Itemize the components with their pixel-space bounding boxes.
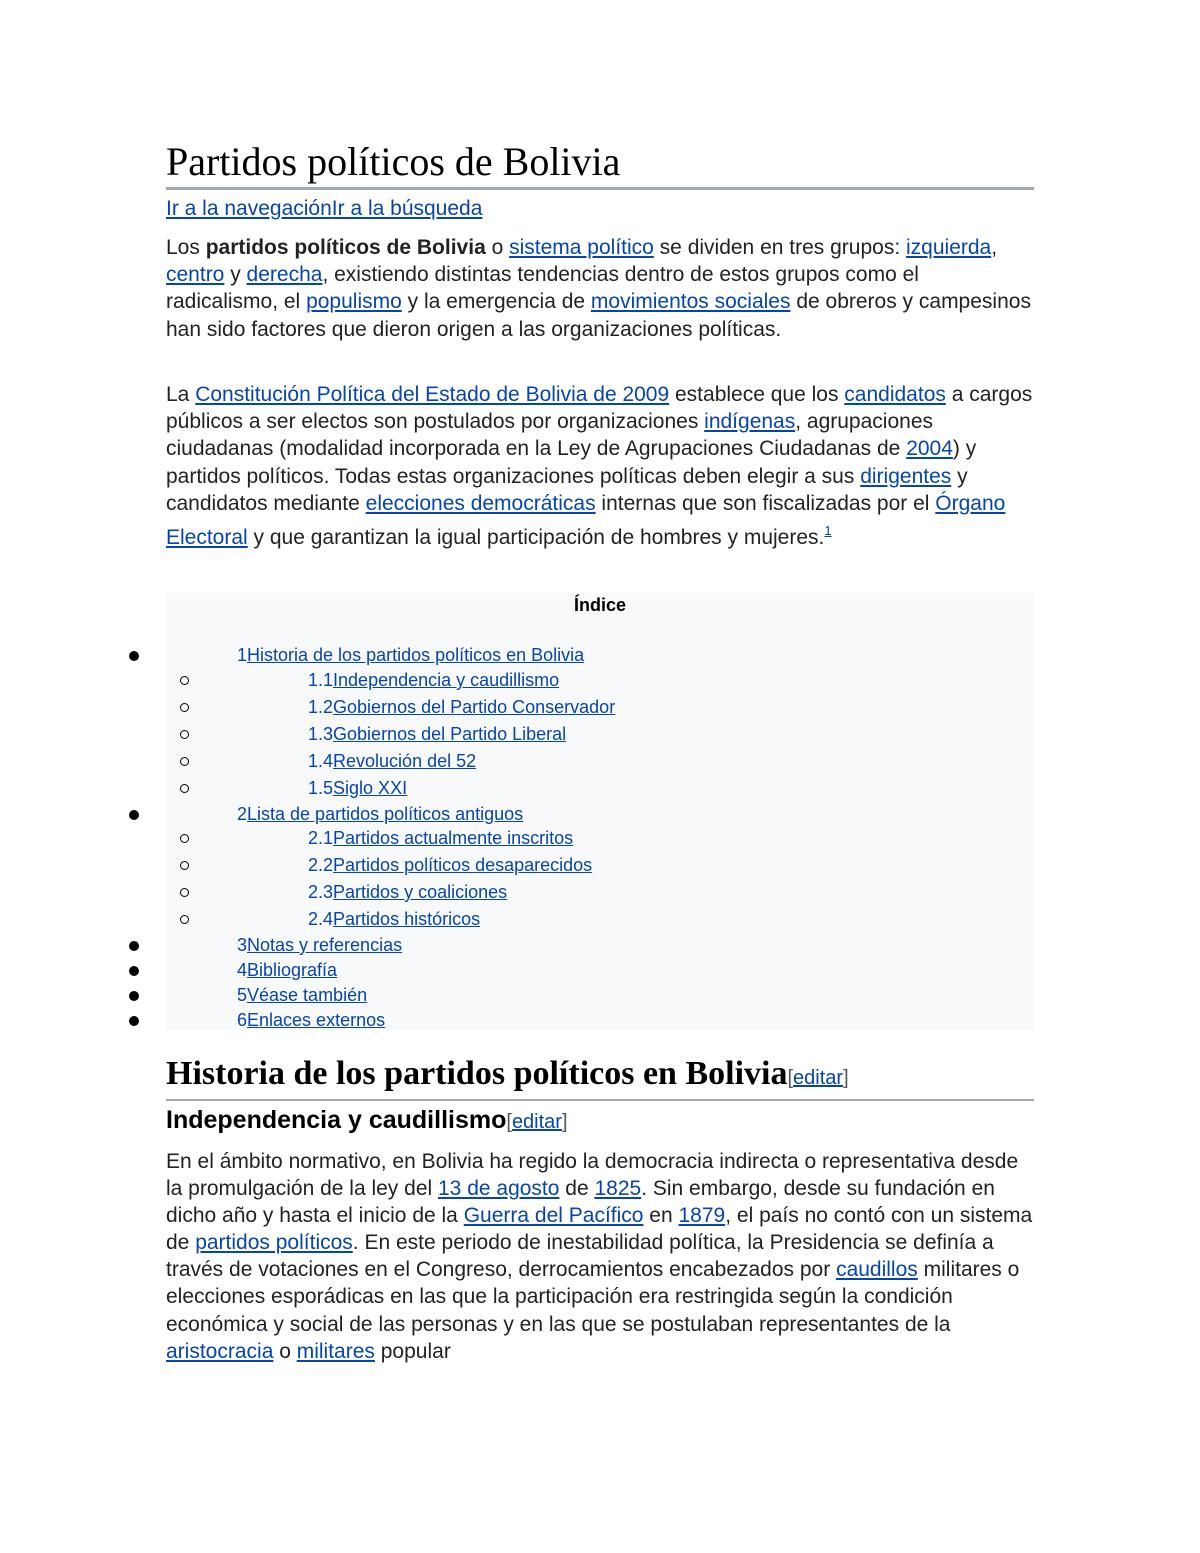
link-constitucion[interactable]: Constitución Política del Estado de Bolivia de 2009 xyxy=(195,383,670,406)
toc-label: Historia de los partidos políticos en Bolivia xyxy=(247,645,585,665)
text: En el ámbito normativo, en Bolivia ha regido la democracia indirecta o representativa desde la promulgación de la ley del xyxy=(166,1150,1019,1201)
jump-to-navigation-link[interactable]: Ir a la navegación xyxy=(166,197,332,220)
link-elecciones-democraticas[interactable]: elecciones democráticas xyxy=(365,491,596,515)
toc-label: Bibliografía xyxy=(247,960,338,980)
link-2004[interactable]: 2004 xyxy=(906,437,953,461)
history-paragraph xyxy=(166,1148,1034,1365)
toc-label: Independencia y caudillismo xyxy=(333,670,560,690)
bold-term: partidos políticos de Bolivia xyxy=(205,236,486,259)
toc-link[interactable] xyxy=(237,984,367,1006)
subsection-heading xyxy=(166,1103,568,1139)
subsection-heading-text: Independencia y caudillismo xyxy=(166,1106,507,1134)
text: o xyxy=(273,1339,297,1363)
toc-label: Véase también xyxy=(247,985,368,1005)
bullet-icon xyxy=(129,991,139,1001)
text: , xyxy=(991,236,998,259)
page-title: Partidos políticos de Bolivia xyxy=(166,138,1034,190)
text: internas que son fiscalizadas por el xyxy=(595,491,936,515)
toc-number: 1.4 xyxy=(308,751,334,771)
edit-section-link[interactable]: editar xyxy=(793,1067,844,1089)
hollow-bullet-icon xyxy=(180,730,189,739)
toc-link[interactable] xyxy=(308,827,573,849)
toc-number: 1.1 xyxy=(308,670,334,690)
hollow-bullet-icon xyxy=(180,757,189,766)
link-movimientos-sociales[interactable]: movimientos sociales xyxy=(590,290,791,314)
bullet-icon xyxy=(129,1016,139,1026)
reference-link[interactable]: 1 xyxy=(824,523,832,539)
toc-link[interactable] xyxy=(308,696,615,718)
text: y la emergencia de xyxy=(401,290,591,314)
text: de obreros y campesinos han sido factores que dieron origen a las organizaciones políticas. xyxy=(166,290,1031,341)
toc-number: 4 xyxy=(237,960,248,980)
toc-label: Partidos y coaliciones xyxy=(333,882,508,902)
text: popular xyxy=(374,1339,451,1363)
toc-number: 3 xyxy=(237,935,248,955)
jump-links xyxy=(166,195,482,223)
toc-link[interactable] xyxy=(237,803,523,825)
toc-number: 2.4 xyxy=(308,909,334,929)
text: de xyxy=(559,1177,595,1201)
toc-number: 5 xyxy=(237,985,248,1005)
section-heading-text: Historia de los partidos políticos en Bolivia xyxy=(166,1055,788,1092)
toc-label: Partidos actualmente inscritos xyxy=(333,828,574,848)
link-organo-electoral[interactable]: Órgano Electoral xyxy=(166,491,1006,550)
link-centro[interactable]: centro xyxy=(166,263,225,287)
toc-number: 1.5 xyxy=(308,778,334,798)
bullet-icon xyxy=(129,941,139,951)
link-militares[interactable]: militares xyxy=(296,1339,375,1363)
link-sistema-politico[interactable]: sistema político xyxy=(509,236,654,259)
edit-section-link-wrapper xyxy=(787,1067,848,1089)
text: . En este periodo de inestabilidad política, la Presidencia se definía a través de votaciones en el Congreso, derrocamientos encabezados por xyxy=(166,1231,994,1282)
link-partidos-politicos[interactable]: partidos políticos xyxy=(195,1231,353,1255)
toc-number: 1.3 xyxy=(308,724,334,744)
hollow-bullet-icon xyxy=(180,784,189,793)
link-populismo[interactable]: populismo xyxy=(306,290,402,314)
hollow-bullet-icon xyxy=(180,676,189,685)
link-1825[interactable]: 1825 xyxy=(594,1177,642,1201)
toc-label: Gobiernos del Partido Conservador xyxy=(333,697,616,717)
toc-number: 2.1 xyxy=(308,828,334,848)
link-aristocracia[interactable]: aristocracia xyxy=(166,1339,274,1363)
toc-number: 2 xyxy=(237,804,248,824)
edit-subsection-link-wrapper xyxy=(506,1111,567,1133)
link-candidatos[interactable]: candidatos xyxy=(844,383,946,406)
bracket: [ xyxy=(787,1067,794,1089)
hollow-bullet-icon xyxy=(180,861,189,870)
link-1879[interactable]: 1879 xyxy=(678,1204,726,1228)
toc-link[interactable] xyxy=(308,854,592,876)
toc-label: Notas y referencias xyxy=(247,935,403,955)
toc-link[interactable] xyxy=(237,1009,385,1031)
section-heading xyxy=(166,1053,1034,1101)
toc-link[interactable] xyxy=(308,723,566,745)
text: Los xyxy=(166,236,206,259)
text: o xyxy=(485,236,510,259)
toc-link[interactable] xyxy=(308,777,407,799)
bullet-icon xyxy=(129,810,139,820)
jump-to-search-link[interactable]: Ir a la búsqueda xyxy=(331,197,483,220)
text: , existiendo distintas tendencias dentro de estos grupos como el radicalismo, el xyxy=(166,263,919,314)
text: La xyxy=(166,383,196,406)
hollow-bullet-icon xyxy=(180,703,189,712)
toc-link[interactable] xyxy=(308,908,480,930)
toc-link[interactable] xyxy=(237,959,337,981)
constitution-paragraph xyxy=(166,381,1034,551)
bracket: [ xyxy=(506,1111,512,1133)
link-derecha[interactable]: derecha xyxy=(246,263,323,287)
toc-number: 2.3 xyxy=(308,882,334,902)
toc-link[interactable] xyxy=(308,750,476,772)
toc-label: Siglo XXI xyxy=(333,778,408,798)
toc-number: 2.2 xyxy=(308,855,334,875)
toc-title: Índice xyxy=(573,595,626,615)
intro-paragraph xyxy=(166,234,1034,343)
link-izquierda[interactable]: izquierda xyxy=(906,236,992,259)
text: establece que los xyxy=(669,383,845,406)
toc-number: 1.2 xyxy=(308,697,334,717)
link-guerra-del-pacifico[interactable]: Guerra del Pacífico xyxy=(463,1204,644,1228)
hollow-bullet-icon xyxy=(180,888,189,897)
toc-number: 6 xyxy=(237,1010,248,1030)
toc-label: Gobiernos del Partido Liberal xyxy=(333,724,567,744)
text: y candidatos mediante xyxy=(166,464,968,515)
toc-link[interactable] xyxy=(237,644,584,666)
bracket: ] xyxy=(843,1067,849,1089)
toc-label: Partidos políticos desaparecidos xyxy=(333,855,593,875)
toc-link[interactable] xyxy=(308,669,559,691)
toc-label: Lista de partidos políticos antiguos xyxy=(247,804,524,824)
text: , agrupaciones ciudadanas (modalidad incorporada en la Ley de Agrupaciones Ciudadanas de xyxy=(166,410,933,461)
toc-label: Enlaces externos xyxy=(247,1010,386,1030)
bracket: ] xyxy=(561,1111,568,1133)
hollow-bullet-icon xyxy=(180,834,189,843)
text: en xyxy=(643,1204,679,1228)
text: ) y partidos políticos. Todas estas organizaciones políticas deben elegir a sus xyxy=(166,437,977,488)
text: . Sin embargo, desde su fundación en dicho año y hasta el inicio de la xyxy=(166,1177,995,1228)
toc-link[interactable] xyxy=(237,934,402,956)
text: y que garantizan la igual participación de hombres y mujeres. xyxy=(247,526,825,550)
bullet-icon xyxy=(129,651,139,661)
bullet-icon xyxy=(129,966,139,976)
toc-link[interactable] xyxy=(308,881,507,903)
toc-label: Partidos históricos xyxy=(333,909,481,929)
link-caudillos[interactable]: caudillos xyxy=(836,1258,918,1282)
edit-subsection-link[interactable]: editar xyxy=(511,1111,562,1133)
link-13-de-agosto[interactable]: 13 de agosto xyxy=(438,1177,560,1201)
link-dirigentes[interactable]: dirigentes xyxy=(860,464,952,488)
text: se dividen en tres grupos: xyxy=(653,236,906,259)
hollow-bullet-icon xyxy=(180,915,189,924)
toc-label: Revolución del 52 xyxy=(333,751,477,771)
text: a cargos públicos a ser electos son postulados por organizaciones xyxy=(166,383,1033,434)
text: , el país no contó con un sistema de xyxy=(166,1204,1033,1255)
text: y xyxy=(224,263,247,287)
toc-number: 1 xyxy=(237,645,248,665)
link-indigenas[interactable]: indígenas xyxy=(704,410,796,434)
text: militares o elecciones esporádicas en las que la participación era restringida según la condición económica y social de las personas y en las que se postulaban representantes de la xyxy=(166,1258,1020,1336)
